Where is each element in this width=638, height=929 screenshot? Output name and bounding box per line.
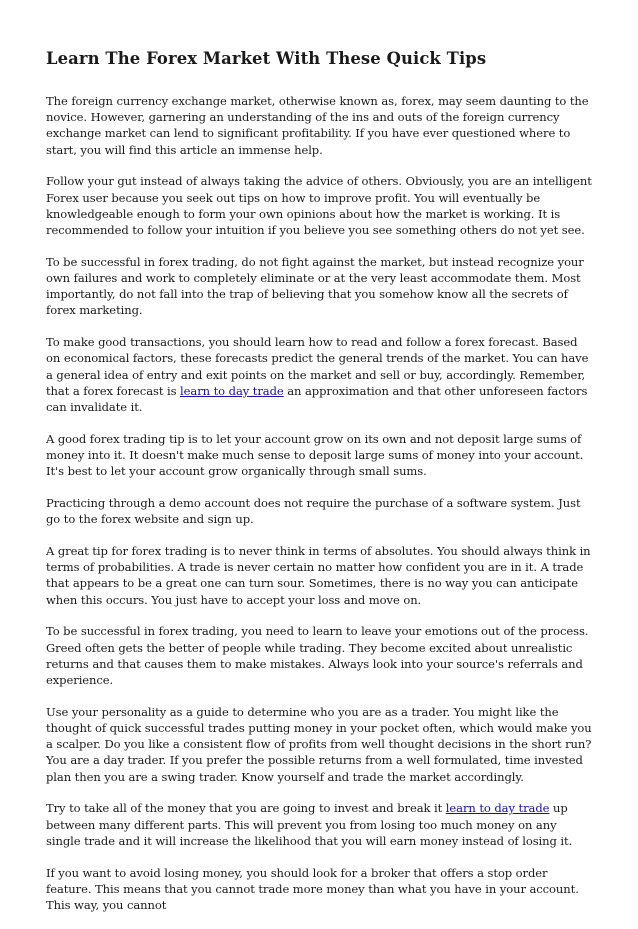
document-page	[46, 48, 594, 929]
paragraph-stop-order: If you want to avoid losing money, you should look for a broker that offers a stop order feature. This means that you cannot trade more money than what you have in your account. This way, you cannot	[46, 865, 579, 913]
paragraph-account-grow: A good forex trading tip is to let your account grow on its own and not deposit large sums of money into it. It doesn't make much sense to deposit large sums of money into your account. It's best to let your account grow organically through small sums.	[46, 431, 584, 479]
paragraph-text: an approximation and that other unforeseen factors can invalidate it.	[46, 383, 588, 415]
learn-to-day-trade-link[interactable]: learn to day trade	[445, 801, 550, 816]
paragraph-break-money	[46, 800, 594, 849]
learn-to-day-trade-link[interactable]: learn to day trade	[180, 383, 284, 398]
paragraph-demo-account: Practicing through a demo account does not require the purchase of a software system. Just go to the forex website and sign up.	[46, 496, 581, 527]
paragraph-text: To make good transactions, you should learn how to read and follow a forex forecast. Based on economical factors, these forecasts predict the general trends of the market. You can have a general idea of entry and exit points on the market and sell or buy, accordingly. Remember, that a forex forecast is	[46, 335, 589, 398]
paragraph-forecast	[46, 334, 594, 415]
paragraph-text: up between many different parts. This will prevent you from losing too much money on any single trade and it will increase the likelihood that you will earn money instead of losing it.	[46, 801, 573, 848]
article-title: Learn The Forex Market With These Quick Tips	[46, 49, 487, 68]
paragraph-follow-gut: Follow your gut instead of always taking the advice of others. Obviously, you are an intelligent Forex user because you seek out tips on how to improve profit. You will eventually be knowledgeable enough to form your own opinions about how the market is working. It is recommended to follow your intuition if you believe you see something others do not yet see.	[46, 174, 592, 238]
paragraph-text: Try to take all of the money that you are going to invest and break it	[46, 801, 446, 816]
paragraph-emotions: To be successful in forex trading, you need to learn to leave your emotions out of the process. Greed often gets the better of people while trading. They become excited about unrealistic returns and that causes them to make mistakes. Always look into your source's referrals and experience.	[46, 624, 589, 688]
paragraph-intro: The foreign currency exchange market, otherwise known as, forex, may seem daunting to the novice. However, garnering an understanding of the ins and outs of the foreign currency exchange market can lend to significant profitability. If you have ever questioned where to start, you will find this article an immense help.	[46, 94, 589, 157]
paragraph-personality: Use your personality as a guide to determine who you are as a trader. You might like the thought of quick successful trades putting money in your pocket often, which would make you a scalper. Do you like a consistent flow of profits from well thought decisions in the short run? You are a day trader. If you prefer the possible returns from a well formulated, time invested plan then you are a swing trader. Know yourself and trade the market accordingly.	[46, 704, 592, 784]
paragraph-fight-market: To be successful in forex trading, do not fight against the market, but instead recognize your own failures and work to completely eliminate or at the very least accommodate them. Most importantly, do not fall into the trap of believing that you somehow know all the secrets of forex marketing.	[46, 254, 584, 318]
paragraph-absolutes: A great tip for forex trading is to never think in terms of absolutes. You should always think in terms of probabilities. A trade is never certain no matter how confident you are in it. A trade that appears to be a great one can turn sour. Sometimes, there is no way you can anticipate when this occurs. You just have to accept your loss and move on.	[46, 544, 591, 607]
